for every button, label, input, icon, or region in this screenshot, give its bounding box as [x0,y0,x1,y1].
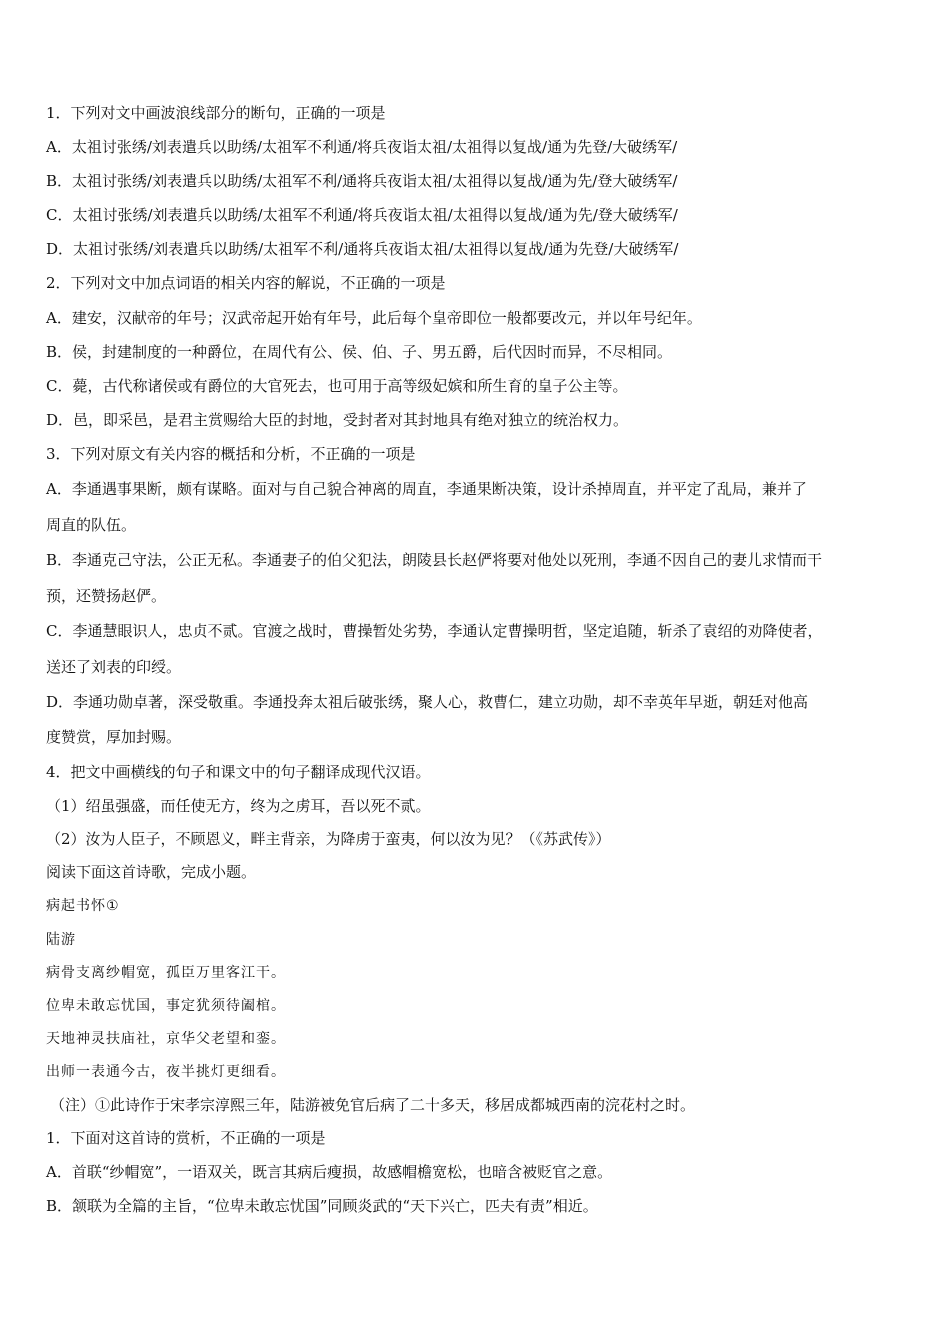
q3-option-d-line2: 度赞赏，厚加封赐。 [46,728,182,746]
q3-option-a-line2: 周直的队伍。 [46,516,137,534]
poem-q1-stem: 1．下面对这首诗的赏析，不正确的一项是 [46,1129,326,1147]
poem-q1-option-b: B．颔联为全篇的主旨，“位卑未敢忘忧国”同顾炎武的“天下兴亡，匹夫有责”相近。 [46,1197,598,1215]
q1-stem: 1．下列对文中画波浪线部分的断句，正确的一项是 [46,104,386,122]
q3-stem: 3．下列对原文有关内容的概括和分析，不正确的一项是 [46,445,416,463]
poem-author: 陆游 [46,932,76,948]
poem-line-4: 出师一表通今古，夜半挑灯更细看。 [46,1064,286,1080]
q1-option-b: B．太祖讨张绣/刘表遣兵以助绣/太祖军不利/通将兵夜诣太祖/太祖得以复战/通为先/登大破绣军/ [46,172,678,190]
q2-option-a: A．建安，汉献帝的年号；汉武帝起开始有年号，此后每个皇帝即位一般都要改元，并以年号纪年。 [46,309,702,327]
q1-option-c: C．太祖讨张绣/刘表遣兵以助绣/太祖军不利通/将兵夜诣太祖/太祖得以复战/通为先/登大破绣军/ [46,206,678,224]
q3-option-c-line1: C．李通慧眼识人，忠贞不贰。官渡之战时，曹操暂处劣势，李通认定曹操明哲，坚定追随，斩杀了袁绍的劝降使者， [46,622,823,640]
poem-intro: 阅读下面这首诗歌，完成小题。 [46,863,257,881]
q2-option-c: C．薨，古代称诸侯或有爵位的大官死去，也可用于高等级妃嫔和所生育的皇子公主等。 [46,377,628,395]
q4-sentence-1: （1）绍虽强盛，而任使无方，终为之虏耳，吾以死不贰。 [46,797,431,815]
q3-option-d-line1: D．李通功勋卓著，深受敬重。李通投奔太祖后破张绣，聚人心，救曹仁，建立功勋，却不幸英年早逝，朝廷对他高 [46,693,809,711]
q2-option-d: D．邑，即采邑，是君主赏赐给大臣的封地，受封者对其封地具有绝对独立的统治权力。 [46,411,629,429]
q1-option-d: D．太祖讨张绣/刘表遣兵以助绣/太祖军不利/通将兵夜诣太祖/太祖得以复战/通为先登/大破绣军/ [46,240,679,258]
q2-stem: 2．下列对文中加点词语的相关内容的解说，不正确的一项是 [46,274,446,292]
poem-line-2: 位卑未敢忘忧国，事定犹须待阖棺。 [46,998,286,1014]
q2-option-b: B．侯，封建制度的一种爵位，在周代有公、侯、伯、子、男五爵，后代因时而异，不尽相同。 [46,343,673,361]
poem-line-3: 天地神灵扶庙社，京华父老望和銮。 [46,1031,286,1047]
q3-option-b-line2: 预，还赞扬赵俨。 [46,587,167,605]
q1-option-a: A．太祖讨张绣/刘表遣兵以助绣/太祖军不利通/将兵夜诣太祖/太祖得以复战/通为先登/大破绣军/ [46,138,678,156]
poem-title: 病起书怀① [46,898,120,914]
q4-sentence-2: （2）汝为人臣子，不顾恩义，畔主背亲，为降虏于蛮夷，何以汝为见？（《苏武传》） [46,830,611,848]
q3-option-a-line1: A．李通遇事果断，颇有谋略。面对与自己貌合神离的周直，李通果断决策，设计杀掉周直，并平定了乱局，兼并了 [46,480,807,498]
poem-note: （注）①此诗作于宋孝宗淳熙三年，陆游被免官后病了二十多天，移居成都城西南的浣花村之时。 [50,1096,696,1114]
poem-q1-option-a: A．首联“纱帽宽”，一语双关，既言其病后瘦损，故感帽檐宽松，也暗含被贬官之意。 [46,1163,613,1181]
poem-line-1: 病骨支离纱帽宽，孤臣万里客江干。 [46,965,286,981]
q4-stem: 4．把文中画横线的句子和课文中的句子翻译成现代汉语。 [46,763,431,781]
q3-option-b-line1: B．李通克己守法，公正无私。李通妻子的伯父犯法，朗陵县长赵俨将要对他处以死刑，李通不因自己的妻儿求情而干 [46,551,823,569]
q3-option-c-line2: 送还了刘表的印绶。 [46,658,182,676]
